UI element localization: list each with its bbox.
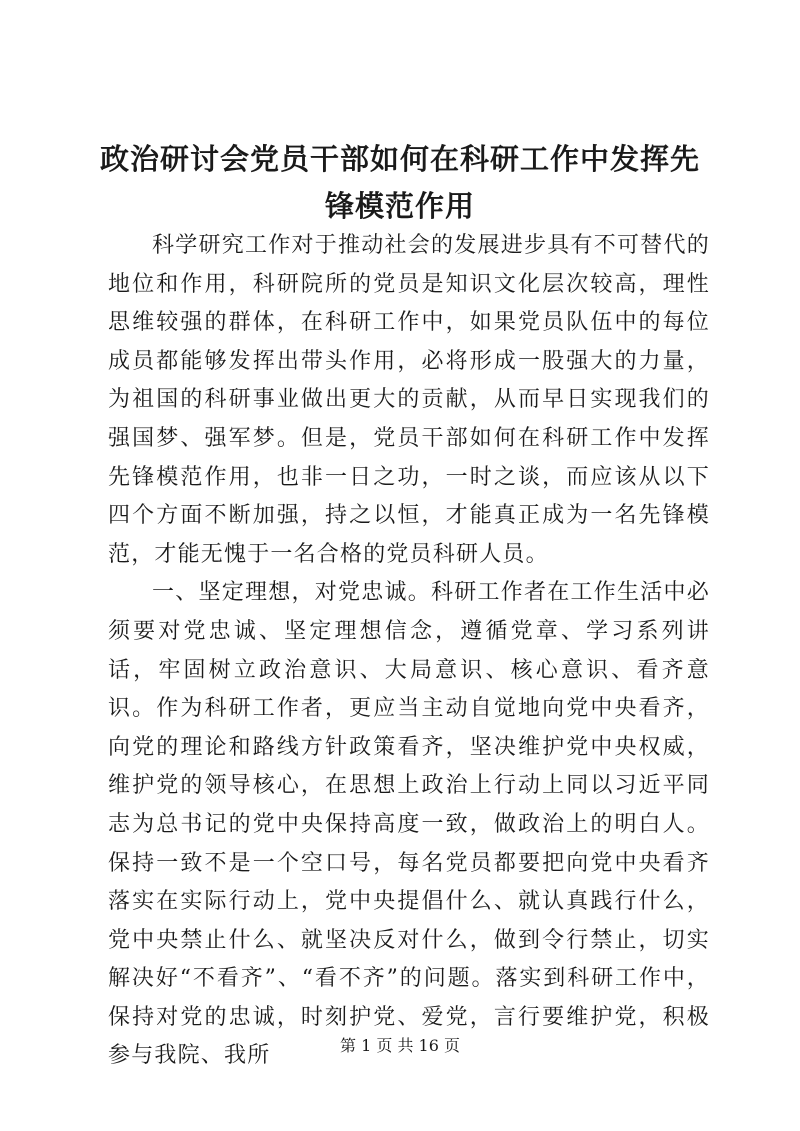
paragraph-intro: 科学研究工作对于推动社会的发展进步具有不可替代的地位和作用，科研院所的党员是知识文化层次较高，理性思维较强的群体，在科研工作中，如果党员队伍中的每位成员都能够发挥出带头作用，必将形成一股强大的力量，为祖国的科研事业做出更大的贡献，从而早日实现我们的强国梦、强军梦。但是，党员干部如何在科研工作中发挥先锋模范作用，也非一日之功，一时之谈，而应该从以下四个方面不断加强，持之以恒，才能真正成为一名先锋模范，才能无愧于一名合格的党员科研人员。 bbox=[108, 233, 710, 567]
page-number-footer: 第 1 页 共 16 页 bbox=[340, 1036, 460, 1055]
document-body bbox=[108, 227, 710, 1076]
paragraph-section-1: 一、坚定理想，对党忠诚。科研工作者在工作生活中必须要对党忠诚、坚定理想信念，遵循党章、学习系列讲话，牢固树立政治意识、大局意识、核心意识、看齐意识。作为科研工作者，更应当主动自觉地向党中央看齐，向党的理论和路线方针政策看齐，坚决维护党中央权威，维护党的领导核心，在思想上政治上行动上同以习近平同志为总书记的党中央保持高度一致，做政治上的明白人。保持一致不是一个空口号，每名党员都要把向党中央看齐落实在实际行动上，党中央提倡什么、就认真践行什么，党中央禁止什么、就坚决反对什么，做到令行禁止，切实解决好“不看齐”、“看不齐”的问题。落实到科研工作中，保持对党的忠诚，时刻护党、爱党，言行要维护党，积极参与我院、我所 bbox=[108, 580, 710, 1069]
document-title: 政治研讨会党员干部如何在科研工作中发挥先锋模范作用 bbox=[100, 142, 701, 223]
